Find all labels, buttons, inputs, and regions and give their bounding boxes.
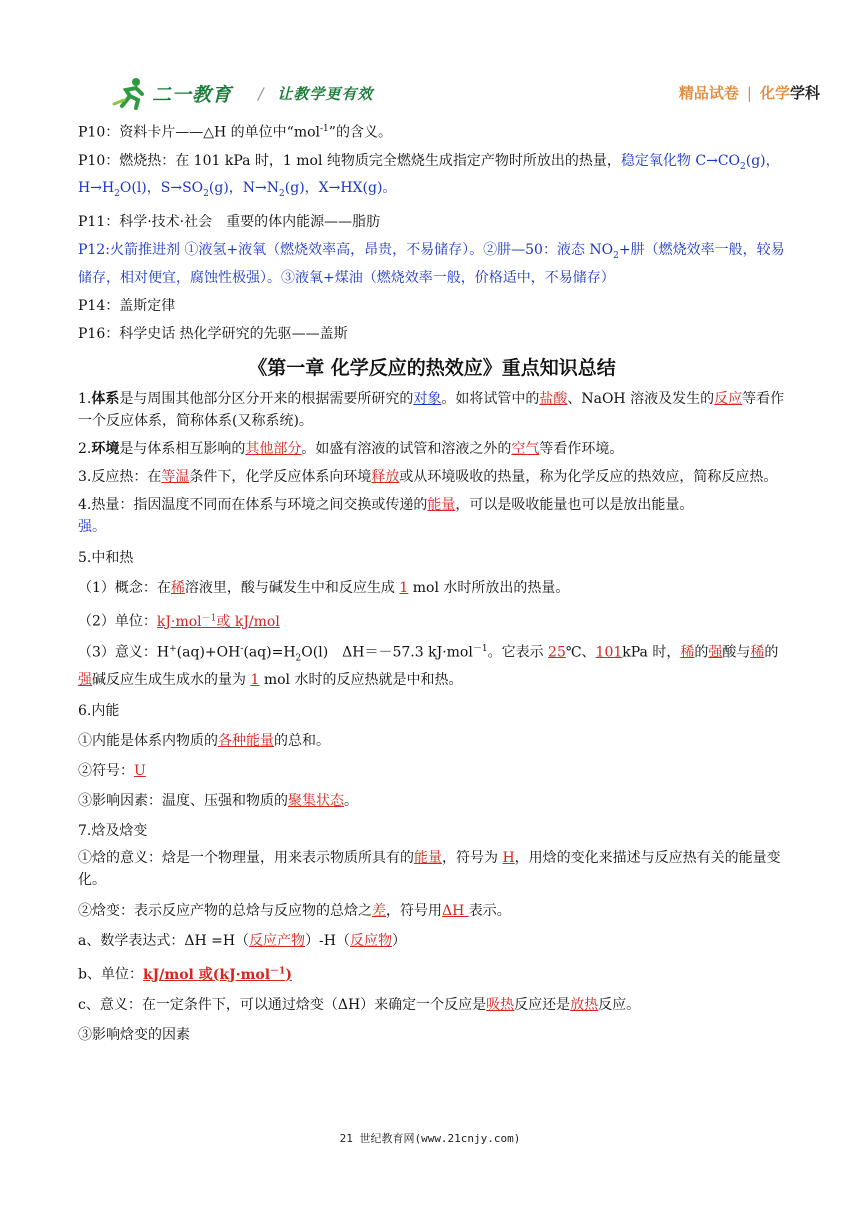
point-7-enthalpy: ①焓的意义：焓是一个物理量，用来表示物质所具有的能量，符号为 H，用焓的变化来描述与反应热有关的能量变化。 bbox=[78, 850, 781, 889]
point-3-reaction-heat: 3.反应热：在等温条件下，化学反应体系向环境释放或从环境吸收的热量，称为化学反应的热效应，简称反应热。 bbox=[78, 469, 778, 486]
point-2-environment: 2.环境是与体系相互影响的其他部分。如盛有溶液的试管和溶液之外的空气等看作环境。 bbox=[78, 441, 624, 458]
point-6-factors: ③影响因素：温度、压强和物质的聚集状态。 bbox=[78, 793, 358, 810]
note-p12-rocket: P12:火箭推进剂 ①液氢+液氧（燃烧效率高，昂贵，不易储存）。②肼—50：液态 $NO_2+$肼（燃烧效率一般，较易储存，相对便宜，腐蚀性极强）。③液氧+煤油（燃烧效率一般，价格适中，不易储存） bbox=[78, 242, 785, 287]
slogan: 让教学更有效 bbox=[277, 84, 374, 103]
point-4-heat: 4.热量：指因温度不同而在体系与环境之间交换或传递的能量，可以是吸收能量也可以是放出能量。 bbox=[78, 497, 694, 514]
point-7-formula: a、数学表达式：ΔH =H（反应产物）-H（反应物） bbox=[78, 933, 407, 950]
document-body bbox=[78, 118, 786, 1051]
point-5-unit: （2）单位：kJ·mol$^{-1}$或 kJ/mol bbox=[78, 613, 280, 630]
point-1-system: 1.体系是与周围其他部分区分开来的根据需要所研究的对象。如将试管中的盐酸、NaOH 溶液及发生的反应等看作一个反应体系，简称体系(又称系统)。 bbox=[78, 391, 785, 430]
section-title: 《第一章 化学反应的热效应》重点知识总结 bbox=[248, 357, 616, 380]
note-p10-combustion: P10：燃烧热：在 101 kPa 时，1 mol 纯物质完全燃烧生成指定产物时所放出的热量，稳定氧化物 $C\to CO_2(g)$，$H\to H_2O(l)$，$S\to SO_2(g)$，$N\to N_2(g)$，X→HX(g)。 bbox=[78, 152, 780, 200]
point-5-meaning: （3）意义：$H^+(aq)+OH^-(aq)=H_2O(l)$ ΔH＝－57.3 kJ·mol$^{-1}$。它表示 25℃、101kPa 时，稀的强酸与稀的强碱反应生成生成水的量为 1 mol 水时的反应热就是中和热。 bbox=[78, 643, 779, 689]
site-logo bbox=[112, 76, 373, 110]
header-premium-label: 精品试卷 bbox=[678, 84, 739, 102]
point-7-meaning: c、意义：在一定条件下，可以通过焓变（ΔH）来确定一个反应是吸热反应还是放热反应。 bbox=[78, 996, 641, 1013]
point-6-heading: 6.内能 bbox=[78, 703, 120, 720]
point-5-concept: （1）概念：在稀溶液里，酸与碱发生中和反应生成 1 mol 水时所放出的热量。 bbox=[78, 580, 570, 597]
point-5-heading: 5.中和热 bbox=[78, 550, 134, 567]
runner-logo-icon bbox=[112, 76, 150, 110]
stray-text: 强。 bbox=[78, 519, 106, 536]
point-7-enthalpy-change: ②焓变：表示反应产物的总焓与反应物的总焓之差，符号用ΔH 表示。 bbox=[78, 903, 511, 920]
point-7-unit: b、单位：kJ/mol 或(kJ·mol$^{-1}$) bbox=[78, 966, 292, 983]
note-p11: P11：科学·技术·社会 重要的体内能源——脂肪 bbox=[78, 214, 381, 231]
point-6-symbol: ②符号：U bbox=[78, 763, 146, 780]
header-subject-suffix: 学科 bbox=[789, 84, 820, 102]
point-6-definition: ①内能是体系内物质的各种能量的总和。 bbox=[78, 733, 330, 750]
point-7-factors: ③影响焓变的因素 bbox=[78, 1026, 190, 1043]
note-p14: P14：盖斯定律 bbox=[78, 298, 176, 315]
brand-name: 二一教育 bbox=[152, 83, 233, 106]
page-footer: 21 世纪教育网(www.21cnjy.com) bbox=[339, 1132, 521, 1145]
note-p16: P16：科学史话 热化学研究的先驱——盖斯 bbox=[78, 326, 348, 343]
header-subject-name: 化学 bbox=[759, 84, 790, 102]
header-divider: | bbox=[746, 84, 752, 102]
point-7-heading: 7.焓及焓变 bbox=[78, 823, 148, 840]
note-p10-card: P10：资料卡片——△H 的单位中“mol$^{-1}$”的含义。 bbox=[78, 124, 392, 141]
slogan-separator: / bbox=[258, 83, 264, 103]
page-header bbox=[112, 76, 820, 110]
header-subject bbox=[679, 82, 820, 103]
